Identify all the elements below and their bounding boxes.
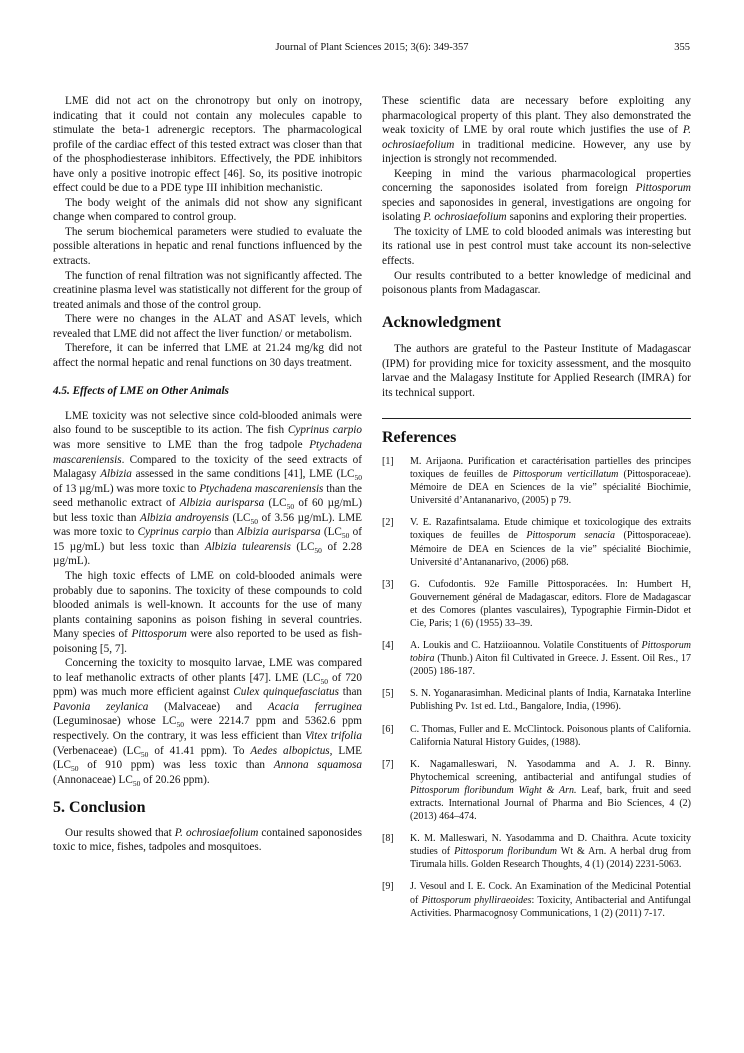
species-name: P. ochrosiaefolium <box>423 211 507 224</box>
text-run: J. Vesoul and I. E. Cock. An Examination of the Medicinal Potential of <box>410 881 691 906</box>
paragraph <box>53 569 362 656</box>
text-run: LME did not act on the chronotropy but only on inotropy, indicating that it could not contain any molecules capable to stimulate the beta-1 adrenergic receptors. The pharmacological profile of the cardiac effect of this tested extract was closer than that of the phosphodiesterase inhibitors. Effectively, the PDE inhibitors have only a positive inotropic effect [46]. So, its positive inotropic effect could be due to a PDE type III inhibition mechanistic. <box>53 95 362 195</box>
text-run: (Verbenaceae) (LC <box>53 744 141 757</box>
species-name: Ptychadena mascareniensis <box>53 439 362 466</box>
subscript: 50 <box>250 517 258 526</box>
subscript: 50 <box>354 473 362 483</box>
paragraph <box>53 826 362 855</box>
species-name: Pittosporum phylliraeoides <box>421 894 532 906</box>
reference-item <box>382 578 691 630</box>
section-heading-conclusion: 5. Conclusion <box>53 799 146 817</box>
text-run: Therefore, it can be inferred that LME at 21.24 mg/kg did not affect the normal hepatic and renal functions on 30 days treatment. <box>53 342 362 369</box>
text-run: The authors are grateful to the Pasteur Institute of Madagascar (IPM) for providing mice for toxicity assessment, and the mosquito larvae and the Malagasy Institute for Applied Research (IMRA) for its technical support. <box>382 343 691 399</box>
species-name: Albizia androyensis <box>139 511 229 524</box>
species-name: Vitex trifolia <box>305 729 362 742</box>
reference-item <box>382 832 691 871</box>
paragraph <box>53 312 362 341</box>
text-run: C. Thomas, Fuller and E. McClintock. Poisonous plants of California. California Natural History Guides, (1988). <box>410 723 691 748</box>
text-run: (LC <box>228 511 251 524</box>
text-run: than the seed methanolic extract of <box>53 482 363 510</box>
paragraph <box>382 225 691 269</box>
text-run: (Thunb.) Aiton fil Cultivated in Greece. J. Essent. Oil Res., 17 (2005) 186-187. <box>410 653 691 678</box>
text-run: K. M. Malleswari, N. Yasodamma and D. Chaithra. Acute toxicity studies of <box>410 833 691 858</box>
text-run: of 60 µg/mL) but less toxic than <box>53 497 362 524</box>
text-run: G. Cufodontis. 92e Famille Pittosporacées. In: Humbert H, Gouvernement général de Madagascar, editors. Flore de Madagascar et des Comores (plantes vasculaires), Typographie Firmin-Didot et Cie, Paris; 1 (6) (1955) 33–39. <box>410 578 691 629</box>
species-name: Albizia <box>100 468 132 481</box>
reference-number: [5] <box>382 688 394 700</box>
species-name: Pittosporum floribundum <box>454 846 557 858</box>
text-run: Our results showed that <box>65 826 175 839</box>
paragraph <box>53 225 362 269</box>
left-column <box>53 94 362 855</box>
text-run: (Annonaceae) LC <box>53 773 133 786</box>
reference-item <box>382 639 691 678</box>
species-name: Culex quinquefasciatus <box>233 686 339 699</box>
paragraph <box>53 409 362 569</box>
text-run: were 2214.7 ppm and 5362.6 ppm respectively. On the contrary, it was less efficient than <box>53 715 362 742</box>
text-run: was more sensitive to LME than the frog tadpole <box>53 439 310 452</box>
species-name: Acacia ferruginea <box>267 700 363 713</box>
text-run: (Pittosporaceae). Mémoire de DEA en Sciences de la vie” spécialité Biochimie, Université d’Antananarivo, (2006) p68. <box>410 530 691 568</box>
text-run: Wt & Arn. A herbal drug from Tirumala hills. Golden Research Thoughts, 4 (1) (2014) 2231-5063. <box>410 846 692 871</box>
reference-item <box>382 687 691 713</box>
text-run: Keeping in mind the various pharmacological properties concerning the saponosides isolated from foreign <box>382 167 691 195</box>
text-run: : Toxicity, Antibacterial and Antifungal Activities. Pharmacognosy Communications, 1 (2) (2011) 7-17. <box>410 894 691 919</box>
text-run: The serum biochemical parameters were studied to evaluate the possible alterations in hepatic and renal functions influenced by the extracts. <box>53 225 362 268</box>
text-run: The function of renal filtration was not significantly affected. The creatinine plasma level was statistically not different for the group of treated animals and those of the control group. <box>53 269 362 311</box>
paragraph <box>382 342 691 400</box>
subscript: 50 <box>314 546 322 556</box>
reference-item <box>382 455 691 507</box>
species-name: Albizia aurisparsa <box>237 526 321 539</box>
text-run: were also reported to be used as fish-poisoning [5, 7]. <box>53 628 362 655</box>
species-name: Albizia aurisparsa <box>179 497 265 510</box>
subscript: 50 <box>71 764 79 774</box>
species-name: Pittosporum floribundum Wight & Arn. <box>410 784 577 796</box>
text-run: These scientific data are necessary before exploiting any pharmacological property of this plant. They also demonstrated the weak toxicity of LME by oral route which justifies the use of <box>382 95 691 137</box>
right-column <box>382 94 691 929</box>
paragraph <box>53 656 362 787</box>
text-run: A. Loukis and C. Hatziioannou. Volatile Constituents of <box>410 640 642 652</box>
reference-number: [3] <box>382 578 394 590</box>
reference-list <box>382 455 691 920</box>
subscript: 50 <box>140 749 149 759</box>
text-run: of 910 ppm) was less toxic than <box>78 759 274 772</box>
text-run: Our results contributed to a better knowledge of medicinal and poisonous plants from Madagascar. <box>382 269 691 297</box>
page-number: 355 <box>674 42 690 53</box>
divider <box>382 418 691 419</box>
text-run: (Malvaceae) and <box>148 700 268 713</box>
text-run: Concerning the toxicity to mosquito larvae, LME was compared to leaf methanolic extracts of other plants [47]. LME (LC <box>53 657 362 684</box>
subscript: 50 <box>132 778 141 788</box>
text-run: species and saponosides in general, investigations are ongoing for isolating <box>382 196 691 224</box>
species-name: Annona squamosa <box>273 759 363 772</box>
paragraph <box>382 94 691 167</box>
section-heading-acknowledgment: Acknowledgment <box>382 313 502 331</box>
text-run: (LC <box>320 526 342 539</box>
species-name: Ptychadena mascareniensis <box>199 482 324 495</box>
species-name: Pittosporum verticillatum <box>512 469 619 481</box>
species-name: Cyprinus carpio <box>287 424 362 437</box>
paragraph <box>53 196 362 225</box>
species-name: Pittosporum senacia <box>526 530 615 542</box>
reference-number: [8] <box>382 833 394 845</box>
section-heading-4-5: 4.5. Effects of LME on Other Animals <box>53 385 229 398</box>
species-name: P. ochrosiaefolium <box>174 826 259 839</box>
reference-number: [9] <box>382 881 394 893</box>
text-run: The high toxic effects of LME on cold-blooded animals were probably due to saponins. The toxicity of these compounds to cold blooded animals is well-known. It accounts for the use of many plants containing saponins as poison fishing in several countries. Many species of <box>53 569 362 641</box>
text-run: K. Nagamalleswari, N. Yasodamma and A. J. R. Binny. Phytochemical screening, antibacterial and antifungal studies of <box>410 758 691 783</box>
text-run: of 2.28 µg/mL). <box>53 540 362 568</box>
text-run: The toxicity of LME to cold blooded animals was interesting but its rational use in pest control must take account its non-selective effects. <box>382 225 691 268</box>
species-name: P. ochrosiaefolium <box>382 124 691 151</box>
paragraph <box>382 269 691 298</box>
text-run: of 15 µg/mL) but less toxic than <box>53 526 362 553</box>
reference-number: [2] <box>382 517 394 529</box>
text-run: The body weight of the animals did not show any significant change when compared to control group. <box>53 196 362 224</box>
paragraph <box>53 94 362 196</box>
text-run: of 41.41 ppm). To <box>148 744 251 757</box>
paragraph <box>382 167 691 225</box>
text-run: . Compared to the toxicity of the seed extracts of Malagasy <box>53 453 362 481</box>
reference-item <box>382 880 691 919</box>
text-run: There were no changes in the ALAT and ASAT levels, which revealed that LME did not affect the liver function/ or metabolism. <box>53 313 362 340</box>
text-run: than <box>211 526 238 539</box>
reference-item <box>382 723 691 749</box>
text-run: Leaf, bark, fruit and seed extracts. International Journal of Pharma and Bio Sciences, 4 (2) (2013) 464–474. <box>410 784 691 823</box>
paragraph <box>53 269 362 313</box>
text-run: M. Arijaona. Purification et caractérisation partielles des principes toxiques de feuilles de <box>410 455 691 481</box>
reference-number: [1] <box>382 455 394 467</box>
text-run: contained saponosides toxic to mice, fishes, tadpoles and mosquitoes. <box>53 826 362 854</box>
species-name: Aedes albopictus, <box>250 744 333 757</box>
reference-number: [4] <box>382 640 394 652</box>
text-run: than <box>338 686 363 699</box>
subscript: 50 <box>286 502 295 512</box>
text-run: of 20.26 ppm). <box>140 773 210 786</box>
subscript: 50 <box>176 720 185 730</box>
species-name: Pittosporum <box>635 182 691 195</box>
text-run: of 3.56 µg/mL). LME was more toxic to <box>53 511 362 539</box>
paragraph <box>53 341 362 370</box>
text-run: (Leguminosae) whose LC <box>53 715 177 728</box>
text-run: (LC <box>264 497 287 510</box>
text-run: LME (LC <box>53 744 363 772</box>
text-run: saponins and exploring their properties. <box>506 211 687 224</box>
text-run: LME toxicity was not selective since cold-blooded animals were also found to be susceptible to its action. The fish <box>53 409 362 437</box>
reference-item <box>382 516 691 568</box>
text-run: V. E. Razafintsalama. Etude chimique et toxicologique des extraits toxiques de feuilles de <box>410 517 691 542</box>
species-name: Pittosporum <box>131 628 187 641</box>
species-name: Pittosporum tobira <box>410 640 691 665</box>
text-run: S. N. Yoganarasimhan. Medicinal plants of India, Karnataka Interline Publishing Pv. 1st ed. Ltd., Bangalore, India, (1996). <box>410 688 691 713</box>
species-name: Albizia tulearensis <box>204 540 291 553</box>
text-run: (Pittosporaceae). Mémoire de DEA en Sciences de la vie” spécialité Biochimie, Université d’Antananarivo, (2005) p 79. <box>410 469 692 507</box>
species-name: Pavonia zeylanica <box>53 700 149 713</box>
text-run: assessed in the same conditions [41], LME (LC <box>131 468 355 481</box>
reference-item <box>382 758 691 823</box>
section-heading-references: References <box>382 429 457 447</box>
species-name: Cyprinus carpio <box>137 526 212 539</box>
reference-number: [6] <box>382 723 394 735</box>
text-run: in traditional medicine. However, any use by injection is strongly not recommended. <box>382 138 691 166</box>
subscript: 50 <box>320 677 329 687</box>
text-run: of 13 µg/mL) was more toxic to <box>53 482 200 495</box>
text-run: of 720 ppm) was much more efficient against <box>53 671 362 699</box>
journal-citation: Journal of Plant Sciences 2015; 3(6): 349-357 <box>275 42 469 53</box>
reference-number: [7] <box>382 758 394 770</box>
text-run: (LC <box>290 540 315 553</box>
subscript: 50 <box>341 531 350 541</box>
